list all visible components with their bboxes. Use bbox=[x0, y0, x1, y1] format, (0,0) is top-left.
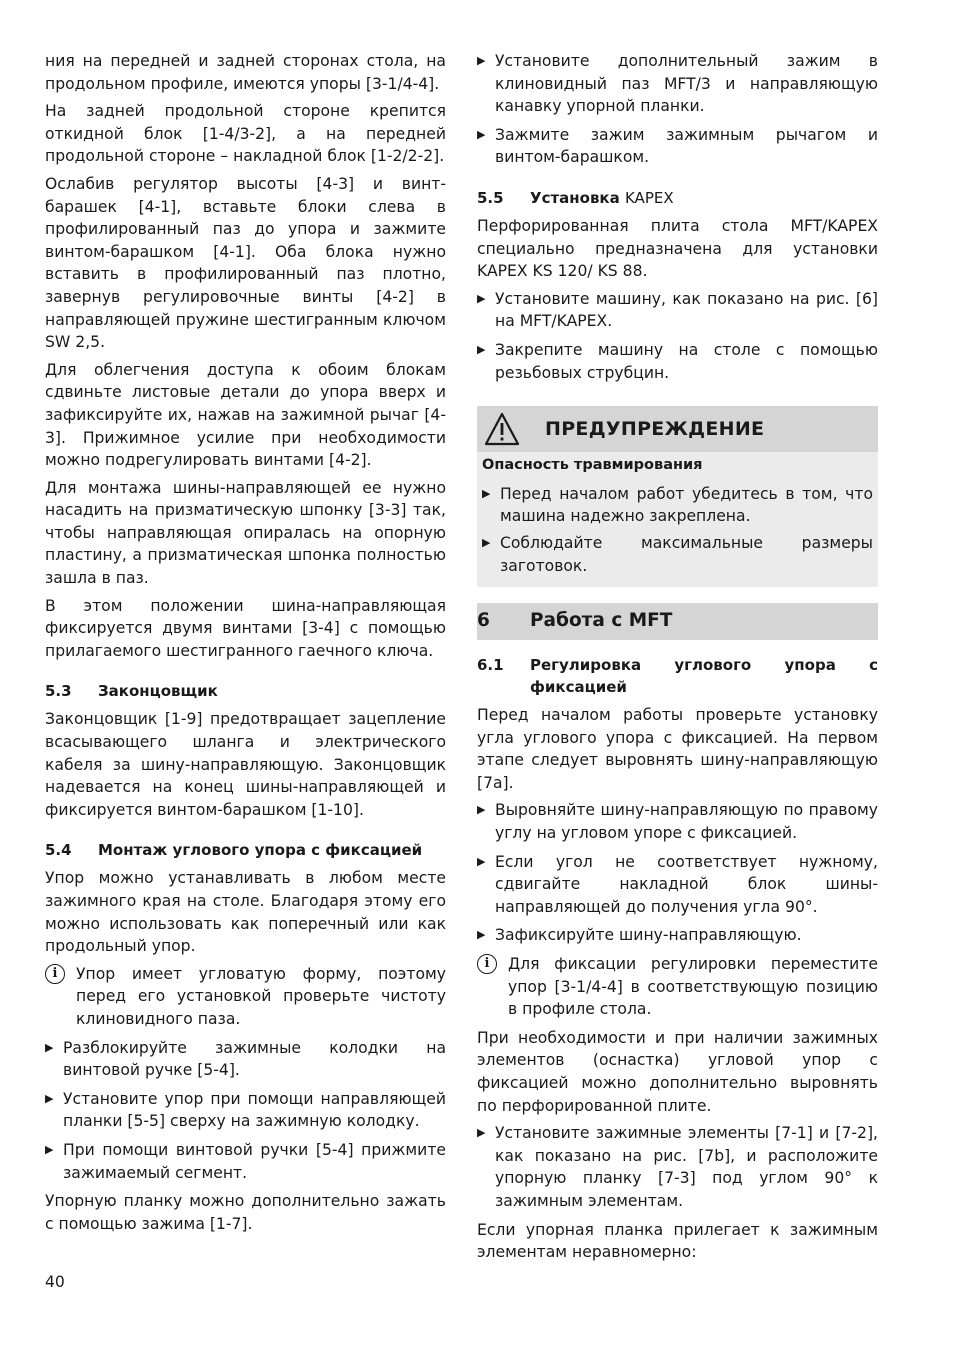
warning-title: ПРЕДУПРЕЖДЕНИЕ bbox=[545, 417, 765, 440]
paragraph: ния на передней и задней сторонах стола, на продольном профиле, имеются упоры [3-1/4-4]. bbox=[45, 52, 446, 93]
list-item: ▶ Установите дополнительный зажим в клиновидный паз MFT/3 и направляющую канавку упорной планки. bbox=[477, 50, 878, 118]
paragraph: Упор можно устанавливать в любом месте зажимного края на столе. Благодаря этому его можно использовать как поперечный или как продольный упор. bbox=[45, 869, 446, 956]
section-number: 6.1 bbox=[477, 656, 504, 675]
paragraph: Ослабив регулятор высоты [4-3] и винт-барашек [4-1], вставьте блоки слева в профилированный паз до упора и зажмите винтом-барашком [4-1]. Оба блока нужно вставить в профилированный паз плотно, завернув регулировочные винты [4-2] в направляющей пружине шестигранным ключом SW 2,5. bbox=[45, 174, 446, 352]
paragraph: На задней продольной стороне крепится откидной блок [1-4/3-2], а на передней продольной стороне – накладной блок [1-2/2-2]. bbox=[45, 102, 446, 166]
info-icon: i bbox=[45, 964, 65, 984]
paragraph: Перед началом работы проверьте установку угла углового упора с фиксацией. На первом этапе следует выровнять шину-направляющую [7a]. bbox=[477, 706, 878, 792]
chapter-title: Работа с MFT bbox=[530, 610, 673, 632]
list-item: ▶ Установите зажимные элементы [7-1] и [7-2], как показано на рис. [7b], и расположите упорную планку [7-3] под углом 90° к зажимным элементам. bbox=[477, 1122, 878, 1212]
section-title: Регулировка углового упора с фиксацией bbox=[530, 656, 878, 697]
section-title bbox=[530, 187, 878, 209]
chapter-heading-6 bbox=[477, 603, 878, 640]
paragraph: Для облегчения доступа к обоим блокам сдвиньте листовые детали до упора вверх и зафиксируйте их, нажав на зажимной рычаг [4-3]. Прижимное усилие при необходимости можно подрегулировать винтами [4-2]. bbox=[45, 360, 446, 470]
warning-subtitle: Опасность травмирования bbox=[482, 457, 703, 474]
right-column bbox=[477, 50, 878, 1269]
list-item: ▶ Установите машину, как показано на рис. [6] на MFT/KAPEX. bbox=[477, 288, 878, 333]
section-title-text: Установка bbox=[530, 188, 620, 207]
chapter-number: 6 bbox=[477, 610, 490, 632]
list-item: ▶ Выровняйте шину-направляющую по правому углу на угловом упоре с фиксацией. bbox=[477, 799, 878, 844]
paragraph-text: Перфорированная плита стола MFT/KAPEX специально предназначена для установки bbox=[477, 216, 878, 258]
section-heading-5-5 bbox=[477, 187, 878, 209]
paragraph: Для монтажа шины-направляющей ее нужно насадить на призматическую шпонку [3-3] так, чтобы направляющая опиралась на опорную пластину, а призматическая шпонка полностью зашла в паз. bbox=[45, 478, 446, 588]
note-text: Для фиксации регулировки переместите упор [3-1/4-4] в соответствующую позицию в профиле стола. bbox=[508, 955, 878, 1019]
paragraph: Упорную планку можно дополнительно зажать с помощью зажима [1-7]. bbox=[45, 1192, 446, 1233]
info-note bbox=[477, 953, 878, 1021]
warning-triangle-icon bbox=[483, 411, 521, 447]
section-number: 5.5 bbox=[477, 188, 504, 207]
brand-name: KAPEX bbox=[624, 188, 674, 207]
list-item: ▶ Зафиксируйте шину-направляющую. bbox=[477, 924, 878, 947]
list-item: ▶ Разблокируйте зажимные колодки на винтовой ручке [5-4]. bbox=[45, 1037, 446, 1082]
paragraph: Законцовщик [1-9] предотвращает зацепление всасывающего шланга и электрического кабеля за шину-направляющую. Законцовщик надевается на конец шины-направляющей и фиксируется винтом-барашком [1-10]. bbox=[45, 710, 446, 819]
note-text: Упор имеет угловатую форму, поэтому перед его установкой проверьте чистоту клиновидного паза. bbox=[76, 964, 446, 1028]
section-number: 5.3 bbox=[45, 682, 72, 701]
paragraph: Если упорная планка прилегает к зажимным элементам неравномерно: bbox=[477, 1220, 878, 1262]
list-item: ▶ Закрепите машину на столе с помощью резьбовых струбцин. bbox=[477, 339, 878, 384]
info-icon: i bbox=[477, 954, 497, 974]
info-note bbox=[45, 963, 446, 1031]
section-heading-5-4 bbox=[45, 839, 446, 861]
list-item: ▶ Если угол не соответствует нужному, сдвигайте накладной блок шины-направляющей до получения угла 90°. bbox=[477, 851, 878, 919]
brand-name: KAPEX bbox=[477, 262, 528, 281]
list-item: ▶ Зажмите зажим зажимным рычагом и винтом-барашком. bbox=[477, 124, 878, 169]
warning-box bbox=[477, 406, 878, 587]
section-title: Законцовщик bbox=[98, 682, 218, 701]
paragraph bbox=[477, 215, 878, 283]
list-item: ▶ Соблюдайте максимальные размеры заготовок. bbox=[482, 532, 873, 577]
section-number: 5.4 bbox=[45, 841, 72, 860]
paragraph-text: KS 120/ KS 88. bbox=[532, 262, 648, 281]
paragraph: В этом положении шина-направляющая фиксируется двумя винтами [3-4] с помощью прилагаемого шестигранного гаечного ключа. bbox=[45, 596, 446, 660]
list-item: ▶ При помощи винтовой ручки [5-4] прижмите зажимаемый сегмент. bbox=[45, 1139, 446, 1184]
warning-body bbox=[477, 452, 878, 587]
section-heading-6-1 bbox=[477, 654, 878, 698]
list-item: ▶ Перед началом работ убедитесь в том, что машина надежно закреплена. bbox=[482, 483, 873, 528]
warning-header bbox=[477, 406, 878, 452]
section-title: Монтаж углового упора с фиксацией bbox=[98, 841, 423, 860]
paragraph: При необходимости и при наличии зажимных элементов (оснастка) угловой упор с фиксацией можно дополнительно выровнять по перфорированной плите. bbox=[477, 1028, 878, 1115]
section-heading-5-3 bbox=[45, 680, 446, 702]
left-column bbox=[45, 50, 446, 1240]
page-number: 40 bbox=[45, 1273, 65, 1291]
list-item: ▶ Установите упор при помощи направляющей планки [5-5] сверху на зажимную колодку. bbox=[45, 1088, 446, 1133]
